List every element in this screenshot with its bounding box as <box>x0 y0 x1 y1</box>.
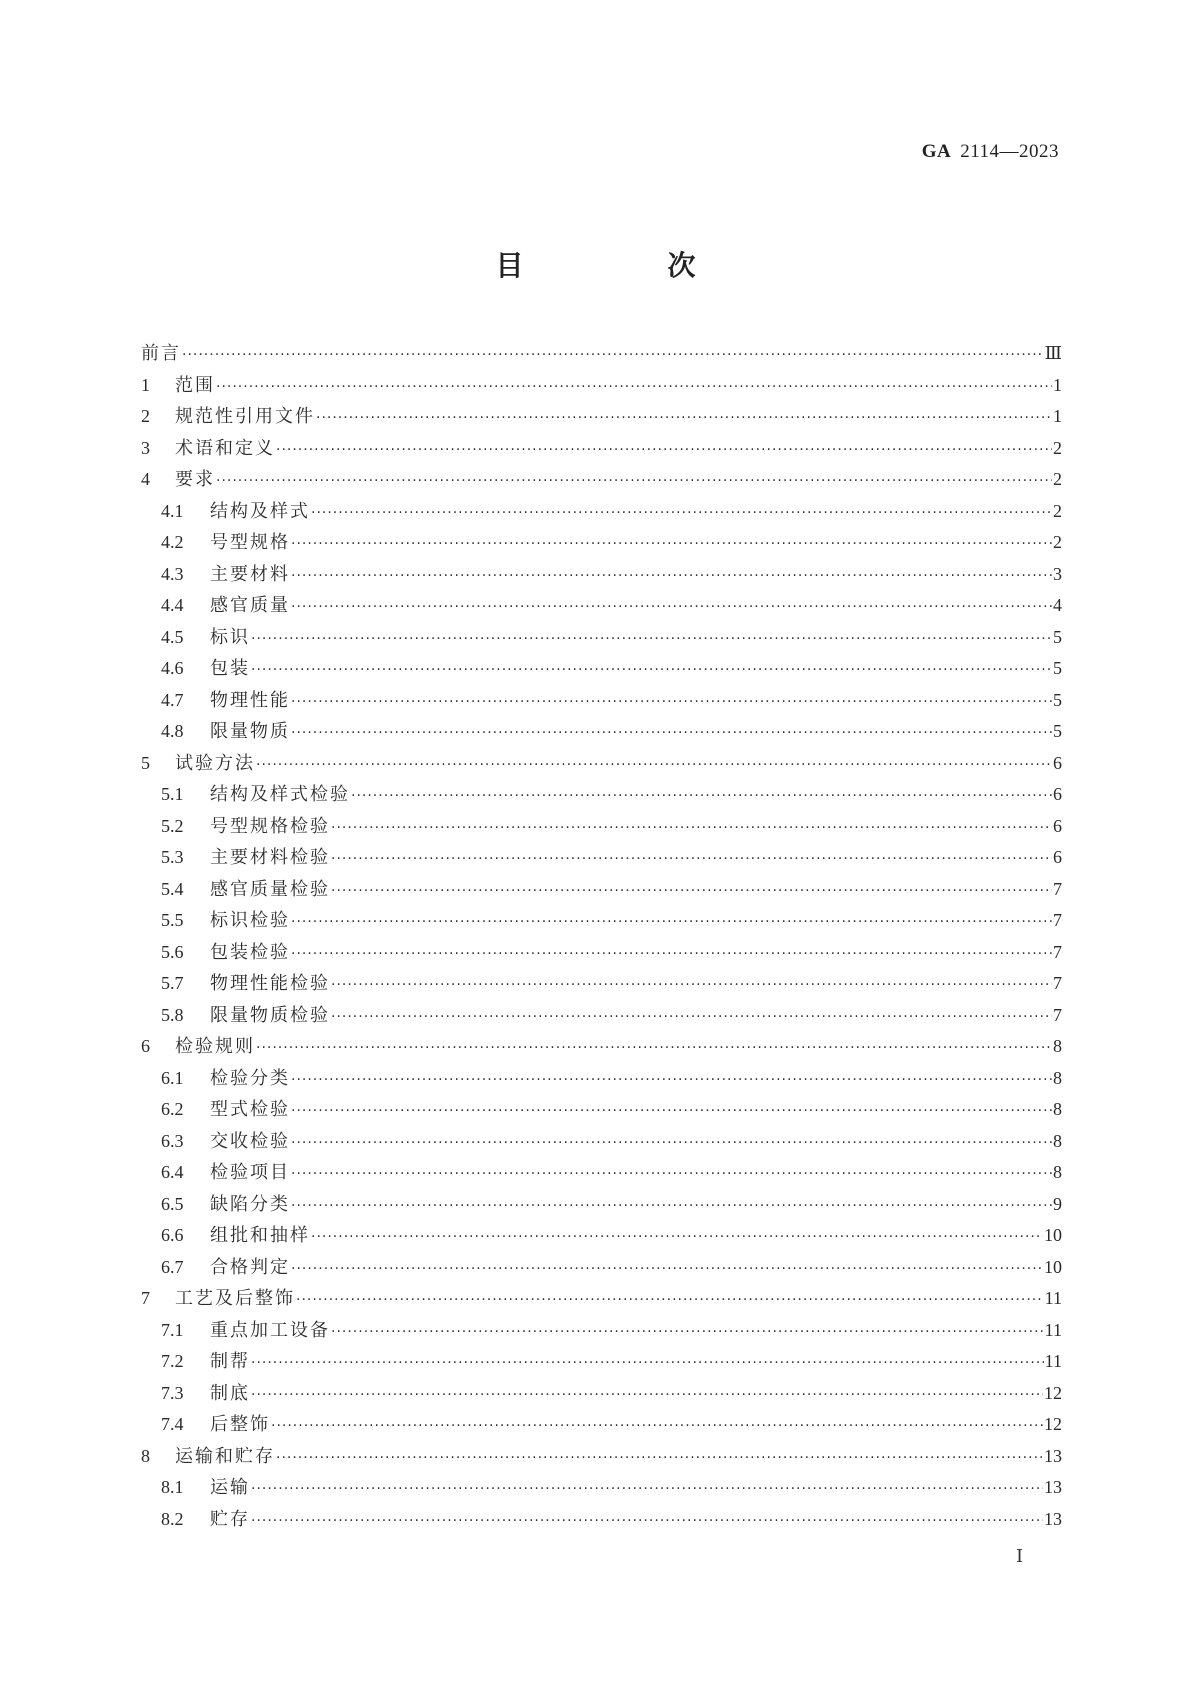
toc-entry[interactable] <box>141 559 1062 591</box>
toc-entry[interactable] <box>141 496 1062 528</box>
toc-dot-leader <box>351 781 1052 813</box>
toc-entry-title: 要求 <box>175 469 215 490</box>
toc-entry[interactable] <box>141 527 1062 559</box>
toc-entry[interactable] <box>141 1441 1062 1473</box>
toc-entry-page: 5 <box>1053 626 1062 647</box>
toc-entry-page: 4 <box>1053 595 1062 615</box>
toc-entry-number: 4.6 <box>161 658 184 678</box>
toc-entry-page: 1 <box>1053 406 1062 426</box>
toc-entry-title: 交收检验 <box>210 1130 290 1152</box>
toc-entry[interactable] <box>141 1157 1062 1189</box>
toc-entry-number: 6.1 <box>161 1067 184 1088</box>
toc-entry[interactable] <box>141 811 1062 843</box>
toc-entry-number: 5 <box>141 752 150 773</box>
toc-entry-number: 3 <box>141 437 150 458</box>
toc-entry-title: 限量物质检验 <box>210 1004 330 1026</box>
toc-entry[interactable] <box>141 1063 1062 1095</box>
toc-entry-title: 物理性能检验 <box>210 973 330 994</box>
toc-entry-page: 5 <box>1053 658 1062 678</box>
toc-entry-number: 7.4 <box>161 1414 184 1434</box>
toc-entry-page: 7 <box>1053 1004 1062 1025</box>
toc-entry-number: 7.2 <box>161 1351 184 1371</box>
toc-dot-leader <box>251 655 1052 687</box>
toc-dot-leader <box>291 687 1052 719</box>
toc-entry-title: 物理性能 <box>210 689 290 711</box>
toc-entry-title: 主要材料 <box>210 563 290 585</box>
toc-entry[interactable] <box>141 1189 1062 1221</box>
toc-dot-leader <box>291 718 1052 750</box>
toc-entry-title: 贮存 <box>210 1508 250 1530</box>
toc-entry-page: 13 <box>1044 1477 1062 1497</box>
toc-entry-number: 4.5 <box>161 626 184 647</box>
document-code-number: 2114—2023 <box>960 141 1059 162</box>
toc-entry[interactable] <box>141 590 1062 622</box>
toc-title: 目 次 <box>495 249 754 282</box>
toc-entry-page: 1 <box>1053 374 1062 395</box>
toc-entry-page: 8 <box>1053 1067 1062 1088</box>
toc-dot-leader <box>291 529 1052 561</box>
toc-entry-page: 10 <box>1044 1225 1062 1245</box>
toc-entry-number: 5.6 <box>161 941 184 962</box>
toc-entry-page: 8 <box>1053 1036 1062 1056</box>
toc-entry[interactable] <box>141 874 1062 906</box>
toc-entry[interactable] <box>141 905 1062 937</box>
toc-entry[interactable] <box>141 1126 1062 1158</box>
toc-entry-title: 结构及样式检验 <box>210 784 350 805</box>
toc-dot-leader <box>331 1317 1044 1349</box>
toc-dot-leader <box>216 466 1052 498</box>
toc-entry-title: 感官质量检验 <box>210 878 330 900</box>
toc-entry[interactable] <box>141 968 1062 1000</box>
toc-entry-number: 4 <box>141 469 150 489</box>
toc-entry[interactable] <box>141 653 1062 685</box>
toc-dot-leader <box>256 750 1052 782</box>
toc-dot-leader <box>291 1159 1052 1191</box>
toc-entry-title: 标识检验 <box>210 910 290 931</box>
toc-entry-page: 8 <box>1053 1130 1062 1151</box>
toc-entry-title: 组批和抽样 <box>210 1225 310 1246</box>
toc-dot-leader <box>331 876 1052 908</box>
toc-entry[interactable] <box>141 1220 1062 1252</box>
toc-entry[interactable] <box>141 1504 1062 1536</box>
toc-entry-title: 合格判定 <box>210 1256 290 1278</box>
toc-dot-leader <box>251 1506 1043 1538</box>
page-number: Ⅰ <box>1016 1546 1024 1566</box>
toc-dot-leader <box>291 1096 1052 1128</box>
toc-entry-title: 前言 <box>141 343 181 364</box>
toc-entry[interactable] <box>141 1252 1062 1284</box>
toc-entry-page: 6 <box>1053 752 1062 773</box>
toc-dot-leader <box>331 1002 1052 1034</box>
toc-entry-number: 6.5 <box>161 1193 184 1214</box>
toc-entry[interactable] <box>141 464 1062 496</box>
toc-dot-leader <box>291 1254 1043 1286</box>
toc-entry-number: 8 <box>141 1445 150 1466</box>
toc-dot-leader <box>271 1411 1043 1443</box>
toc-entry-title: 制底 <box>210 1382 250 1404</box>
toc-entry-title: 标识 <box>210 626 250 648</box>
toc-entry-title: 制帮 <box>210 1351 250 1372</box>
toc-entry[interactable] <box>141 1378 1062 1410</box>
toc-dot-leader <box>291 1128 1052 1160</box>
toc-dot-leader <box>251 1380 1043 1412</box>
toc-entry[interactable] <box>141 937 1062 969</box>
toc-entry-title: 缺陷分类 <box>210 1193 290 1215</box>
toc-entry-number: 6.3 <box>161 1130 184 1151</box>
toc-entry[interactable] <box>141 338 1062 370</box>
toc-entry-page: 2 <box>1053 532 1062 552</box>
toc-dot-leader <box>291 592 1052 624</box>
toc-dot-leader <box>251 624 1052 656</box>
toc-entry-number: 5.5 <box>161 910 184 930</box>
toc-entry[interactable] <box>141 401 1062 433</box>
toc-entry-number: 5.3 <box>161 847 184 867</box>
toc-entry-title: 包装检验 <box>210 941 290 963</box>
toc-dot-leader <box>291 1191 1052 1223</box>
toc-entry-title: 检验规则 <box>175 1036 255 1057</box>
toc-entry-number: 4.3 <box>161 563 184 584</box>
toc-entry-page: 2 <box>1053 469 1062 489</box>
toc-entry-page: 7 <box>1053 973 1062 993</box>
toc-dot-leader <box>331 844 1052 876</box>
toc-dot-leader <box>276 435 1052 467</box>
toc-dot-leader <box>311 1222 1043 1254</box>
toc-dot-leader <box>296 1285 1044 1317</box>
toc-entry[interactable] <box>141 1000 1062 1032</box>
toc-entry-title: 试验方法 <box>175 752 255 774</box>
toc-dot-leader <box>291 1065 1052 1097</box>
toc-dot-leader <box>291 939 1052 971</box>
toc-entry-number: 6.4 <box>161 1162 184 1182</box>
toc-entry[interactable] <box>141 1409 1062 1441</box>
toc-entry-page: 5 <box>1053 689 1062 710</box>
toc-entry-page: 6 <box>1053 847 1062 867</box>
toc-entry-page: 8 <box>1053 1099 1062 1119</box>
toc-dot-leader <box>182 340 1044 372</box>
toc-entry-page: 13 <box>1044 1508 1062 1529</box>
toc-entry-page: 11 <box>1044 1351 1062 1371</box>
toc-entry-number: 2 <box>141 406 150 426</box>
toc-entry-page: 8 <box>1053 1162 1062 1182</box>
toc-entry-number: 5.2 <box>161 815 184 836</box>
toc-entry-number: 4.2 <box>161 532 184 552</box>
toc-dot-leader <box>331 970 1052 1002</box>
toc-entry-page: 2 <box>1053 437 1062 458</box>
toc-entry-number: 1 <box>141 374 150 395</box>
toc-entry[interactable] <box>141 1346 1062 1378</box>
toc-entry[interactable] <box>141 748 1062 780</box>
toc-entry-page: 9 <box>1053 1193 1062 1214</box>
document-code-prefix: GA <box>921 141 952 162</box>
toc-dot-leader <box>331 813 1052 845</box>
toc-entry[interactable] <box>141 1472 1062 1504</box>
toc-entry[interactable] <box>141 433 1062 465</box>
toc-entry-title: 主要材料检验 <box>210 847 330 868</box>
toc-entry-title: 结构及样式 <box>210 500 310 522</box>
toc-entry-page: 6 <box>1053 815 1062 836</box>
toc-dot-leader <box>251 1474 1043 1506</box>
toc-entry-title: 号型规格 <box>210 532 290 553</box>
toc-dot-leader <box>311 498 1052 530</box>
toc-entry-number: 6.7 <box>161 1256 184 1277</box>
toc-entry[interactable] <box>141 1031 1062 1063</box>
toc-entry-number: 8.2 <box>161 1508 184 1529</box>
toc-entry[interactable] <box>141 842 1062 874</box>
toc-entry-page: 13 <box>1044 1445 1062 1466</box>
toc-entry-page: Ⅲ <box>1044 343 1062 363</box>
toc-entry[interactable] <box>141 1315 1062 1347</box>
toc-entry-title: 号型规格检验 <box>210 815 330 837</box>
toc-entry-page: 12 <box>1044 1382 1062 1403</box>
toc-entry-title: 规范性引用文件 <box>175 406 315 427</box>
toc-entry-title: 术语和定义 <box>175 437 275 459</box>
toc-entry-title: 范围 <box>175 374 215 396</box>
toc-entry-number: 4.8 <box>161 721 184 741</box>
toc-entry-title: 工艺及后整饰 <box>175 1288 295 1309</box>
toc-entry[interactable] <box>141 622 1062 654</box>
toc-dot-leader <box>251 1348 1044 1380</box>
toc-entry-number: 7.3 <box>161 1382 184 1403</box>
toc-dot-leader <box>276 1443 1043 1475</box>
toc-entry-number: 6.2 <box>161 1099 184 1119</box>
toc-entry-title: 重点加工设备 <box>210 1319 330 1341</box>
toc-dot-leader <box>316 403 1052 435</box>
toc-entry-title: 后整饰 <box>210 1414 270 1435</box>
toc-entry-page: 12 <box>1044 1414 1062 1434</box>
toc-dot-leader <box>256 1033 1052 1065</box>
toc-entry-page: 7 <box>1053 878 1062 899</box>
toc-entry-page: 2 <box>1053 500 1062 521</box>
table-of-contents <box>141 338 1062 1535</box>
toc-entry-page: 11 <box>1044 1288 1062 1308</box>
toc-entry-title: 限量物质 <box>210 721 290 742</box>
toc-entry-number: 5.4 <box>161 878 184 899</box>
toc-entry-number: 8.1 <box>161 1477 184 1497</box>
toc-entry-title: 感官质量 <box>210 595 290 616</box>
toc-entry-number: 4.1 <box>161 500 184 521</box>
toc-entry-number: 5.1 <box>161 784 184 804</box>
toc-entry[interactable] <box>141 1283 1062 1315</box>
toc-entry-number: 5.8 <box>161 1004 184 1025</box>
toc-entry-page: 5 <box>1053 721 1062 741</box>
toc-dot-leader <box>216 372 1052 404</box>
toc-entry-title: 包装 <box>210 658 250 679</box>
toc-entry-page: 7 <box>1053 910 1062 930</box>
toc-entry-number: 6 <box>141 1036 150 1056</box>
toc-entry-number: 4.4 <box>161 595 184 615</box>
toc-entry-number: 6.6 <box>161 1225 184 1245</box>
toc-entry[interactable] <box>141 1094 1062 1126</box>
toc-entry[interactable] <box>141 716 1062 748</box>
toc-entry-title: 运输和贮存 <box>175 1445 275 1467</box>
toc-entry-page: 10 <box>1044 1256 1062 1277</box>
toc-entry-title: 检验项目 <box>210 1162 290 1183</box>
toc-dot-leader <box>291 561 1052 593</box>
toc-entry[interactable] <box>141 685 1062 717</box>
toc-entry-title: 型式检验 <box>210 1099 290 1120</box>
toc-entry-page: 3 <box>1053 563 1062 584</box>
toc-entry[interactable] <box>141 779 1062 811</box>
toc-entry-page: 11 <box>1044 1319 1062 1340</box>
toc-entry-number: 7.1 <box>161 1319 184 1340</box>
toc-dot-leader <box>291 907 1052 939</box>
toc-entry-page: 6 <box>1053 784 1062 804</box>
toc-entry-number: 7 <box>141 1288 150 1308</box>
toc-entry-number: 4.7 <box>161 689 184 710</box>
toc-entry[interactable] <box>141 370 1062 402</box>
toc-entry-title: 检验分类 <box>210 1067 290 1089</box>
toc-entry-title: 运输 <box>210 1477 250 1498</box>
document-code <box>922 141 1059 163</box>
toc-entry-page: 7 <box>1053 941 1062 962</box>
toc-entry-number: 5.7 <box>161 973 184 993</box>
